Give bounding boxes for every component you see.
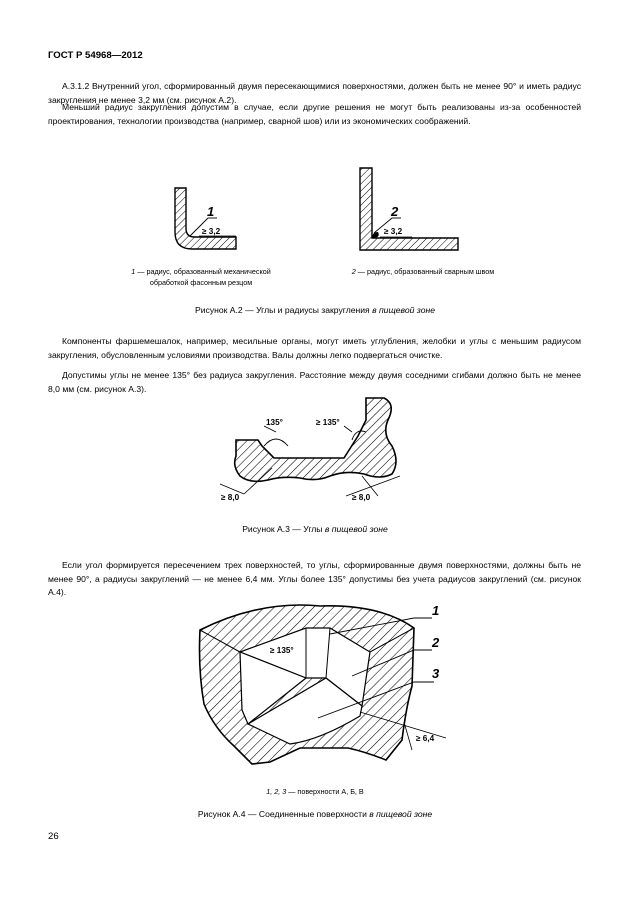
figure-a4-angle: ≥ 135° [270,646,294,655]
figure-a4-drawing [200,605,447,764]
figure-a3-drawing [220,398,400,496]
figure-a2-legend-2: 2 — радиус, образованный сварным швом [351,267,495,276]
paragraph-smaller-radius: Меньший радиус закругления допустим в случае, если другие решения не могут быть реализованы из-за особенностей проектирования, технологии производства (например, сварной шов) или из экономических соображений. [48,102,581,126]
figure-a3-caption: Рисунок А.3 — Углы в пищевой зоне [242,524,388,534]
page-number: 26 [48,831,59,842]
figure-a2-dim-1: ≥ 3,2 [202,227,221,236]
figure-a4-label-2: 2 [432,635,440,650]
figure-a4-label-1: 1 [432,603,440,618]
machined-corner-profile [175,188,236,249]
figure-a2-label-2: 2 [391,204,399,219]
paragraph-three-surfaces: Если угол формируется пересечением трех поверхностей, то углы, сформированные двумя поверхностями, должны быть не менее 90°, а радиусы закруглений — не менее 6,4 мм. Углы более 135° допустимы без учета радиусов закруглений (см. рисунок А.4). [48,560,581,597]
document-header: ГОСТ Р 54968—2012 [48,50,143,61]
figure-a4-caption: Рисунок А.4 — Соединенные поверхности в пищевой зоне [197,809,433,819]
paragraph-components: Компоненты фаршемешалок, например, месильные органы, могут иметь углубления, желобки и углы с меньшим радиусом закругления, обусловленным условиями производства. Валы должны легко подвергаться очистке. [48,336,581,360]
figure-a2-dim-2: ≥ 3,2 [384,227,403,236]
figure-a2-legend-1: 1 — радиус, образованный механической обработкой фасонным резцом [131,267,271,287]
figure-a3-angle-2: ≥ 135° [316,418,340,427]
figure-a4-legend: 1, 2, 3 — поверхности А, Б, В [266,787,364,796]
angle-arc-1 [264,439,288,446]
figure-a3-angle-1: 135° [266,418,283,427]
paragraph-a312: А.3.1.2 Внутренний угол, сформированный двумя пересекающимися поверхностями, должен быть не менее 90° и иметь радиус закругления не менее 3,2 мм (см. рисунок А.2). [48,81,581,105]
figure-a3-dim-2: ≥ 8,0 [352,493,371,502]
figure-a2-caption: Рисунок А.2 — Углы и радиусы закругления в пищевой зоне [195,305,435,315]
paragraph-angles-135: Допустимы углы не менее 135° без радиуса закругления. Расстояние между двумя соседними сгибами должно быть не менее 8,0 мм (см. рисунок А.3). [48,370,581,394]
figure-a3-dim-1: ≥ 8,0 [221,493,240,502]
figure-a4-label-3: 3 [432,666,440,681]
weld-fillet [372,232,379,238]
figure-a2-label-1: 1 [207,204,215,219]
profile-body [235,398,396,481]
figure-a4-dim: ≥ 6,4 [416,734,435,743]
